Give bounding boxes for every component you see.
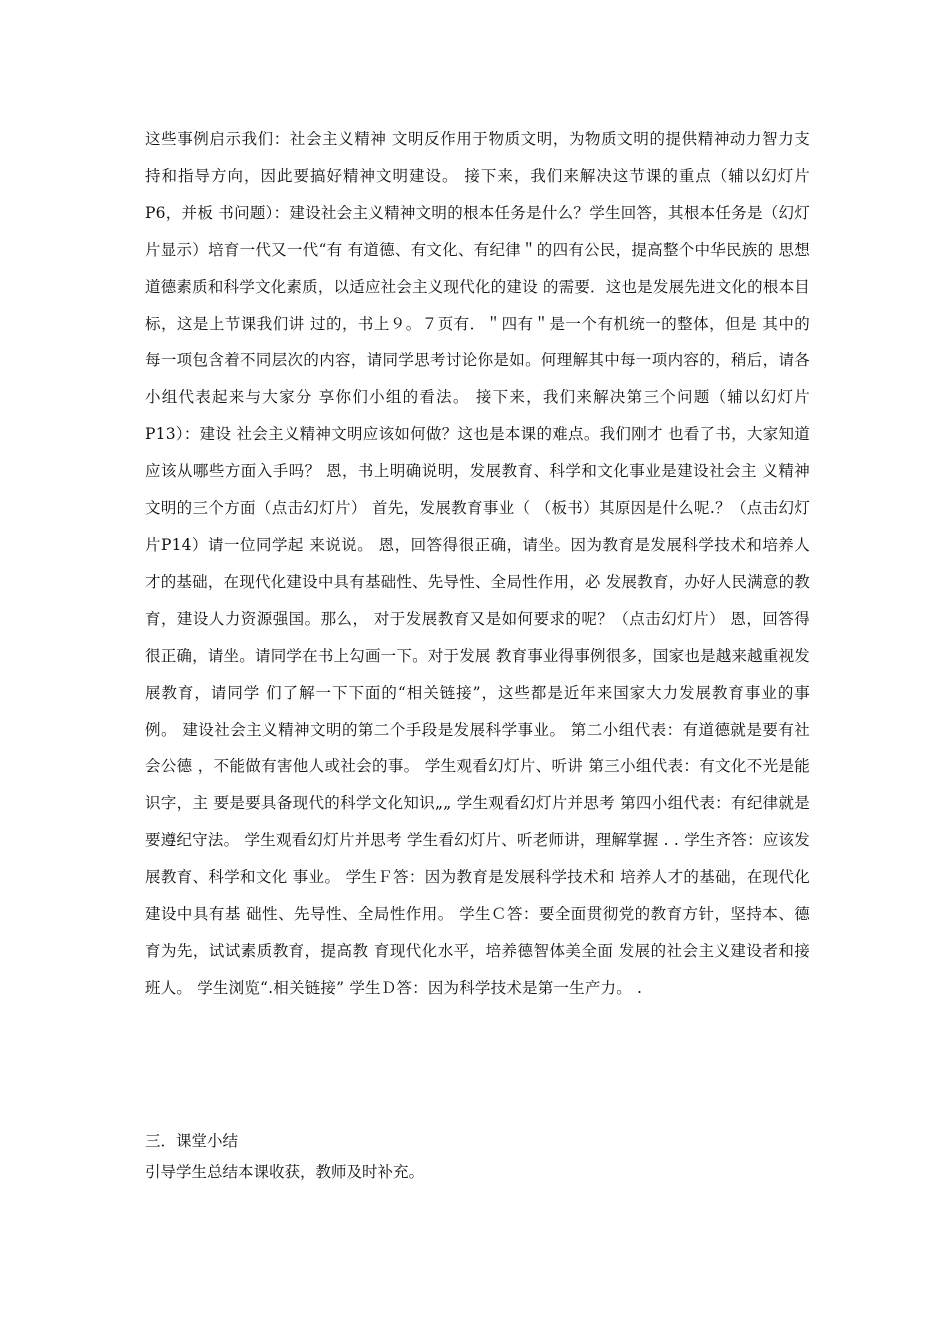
- section-heading: 三．课堂小结: [145, 1132, 239, 1150]
- lesson-body-paragraph: 这些事例启示我们：社会主义精神 文明反作用于物质文明，为物质文明的提供精神动力智力支 持和指导方向，因此要搞好精神文明建设。 接下来，我们来解决这节课的重点（辅以幻灯片P6，并板 书问题）：建设社会主义精神文明的根本任务是什么？学生回答，其根本任务是（幻灯片显示）培育一代又一代“有 有道德、有文化、有纪律＂的四有公民，提高整个中华民族的 思想道德素质和科学文化素质，以适应社会主义现代化的建设 的需要．这也是发展先进文化的根本目标，这是上节课我们讲 过的，书上９。７页有．＂四有＂是一个有机统一的整体，但是 其中的每一项包含着不同层次的内容，请同学思考讨论你是如。何理解其中每一项内容的，稍后，请各小组代表起来与大家分 享你们小组的看法。 接下来，我们来解决第三个问题（辅以幻灯片P13）：建设 社会主义精神文明应该如何做？这也是本课的难点。我们刚才 也看了书，大家知道应该从哪些方面入手吗？ 恩，书上明确说明，发展教育、科学和文化事业是建设社会主 义精神文明的三个方面（点击幻灯片） 首先，发展教育事业（ （板书）其原因是什么呢.？（点击幻灯片P14）请一位同学起 来说说。 恩，回答得很正确，请坐。因为教育是发展科学技术和培养人 才的基础，在现代化建设中具有基础性、先导性、全局性作用，必 发展教育，办好人民满意的教育，建设人力资源强国。那么， 对于发展教育又是如何要求的呢？（点击幻灯片） 恩，回答得很正确，请坐。请同学在书上勾画一下。对于发展 教育事业得事例很多，国家也是越来越重视发展教育，请同学 们了解一下下面的“相关链接”，这些都是近年来国家大力发展教育事业的事例。 建设社会主义精神文明的第二个手段是发展科学事业。 第二小组代表：有道德就是要有社会公德 ，不能做有害他人或社会的事。 学生观看幻灯片、听讲 第三小组代表：有文化不光是能识字，主 要是要具备现代的科学文化知识„„ 学生观看幻灯片并思考 第四小组代表：有纪律就是要遵纪守法。 学生观看幻灯片并思考 学生看幻灯片、听老师讲，理解掌握 . . 学生齐答：应该发展教育、科学和文化 事业。 学生Ｆ答：因为教育是发展科学技术和 培养人才的基础，在现代化建设中具有基 础性、先导性、全局性作用。 学生Ｃ答：要全面贯彻党的教育方针，坚持本、德育为先，试试素质教育，提高教 育现代化水平，培养德智体美全面 发展的社会主义建设者和接班人。 学生浏览“.相关链接” 学生Ｄ答：因为科学技术是第一生产力。 .: [145, 130, 810, 997]
- closing-line: 引导学生总结本课收获，教师及时补充。: [145, 1163, 425, 1181]
